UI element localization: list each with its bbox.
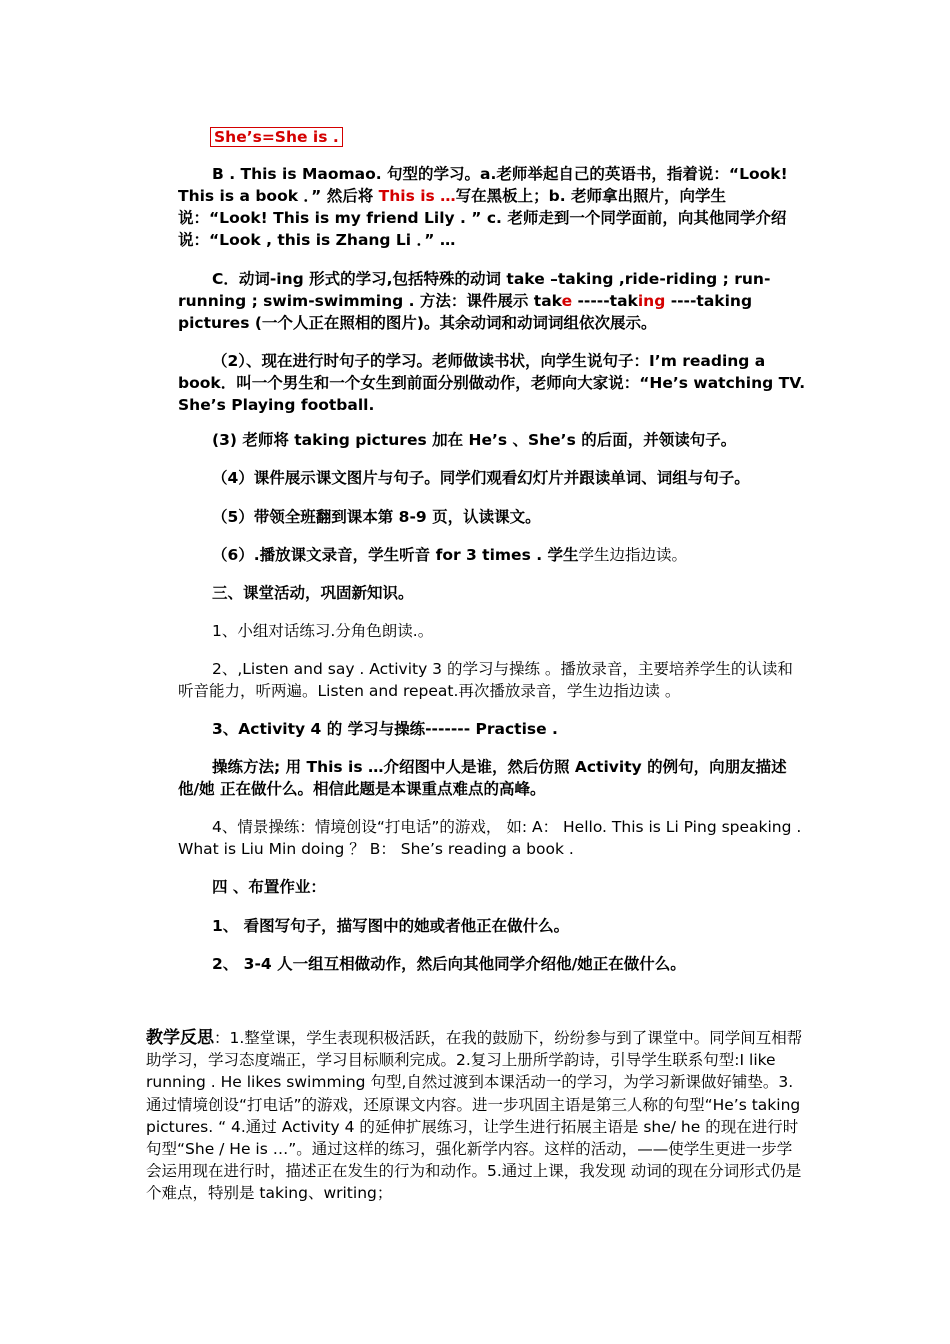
reflection-body: ：1.整堂课，学生表现积极活跃，在我的鼓励下，纷纷参与到了课堂中。同学间互相帮 助学习，学习态度端正，学习目标顺利完成。2.复习上册所学韵诗，引导学生联系句型:I like running . He likes swimming 句型,自然过渡到本课活动一的学习，为学习新课做好铺垫。3.通过情境创设“打电话”的游戏，还原课文内容。进一步巩固主语是第三人称的句型“He’s taking pictures. “ 4.通过 Activity 4 的延伸扩展练习，让学生进行拓展主语是 she/ he 的现在进行时句型“She / He is …”。通过这样的练习，强化新学内容。这样的活动，——使学生更进一步学会运用现在进行时，描述正在发生的行为和动作。5.通过上课，我发现 动词的现在分词形式仍是个难点，特别是 taking、writing；: [146, 1029, 803, 1203]
paragraph-step-2: （2）、现在进行时句子的学习。老师做读书状，向学生说句子：I’m reading a book．叫一个男生和一个女生到前面分别做动作，老师向大家说：“He’s watching TV. She’s Playing football.: [178, 352, 806, 414]
paragraph-step-5: （5）带领全班翻到课本第 8-9 页，认读课文。: [212, 508, 541, 526]
homework-1: 1、 看图写句子，描写图中的她或者他正在做什么。: [212, 917, 570, 935]
section-4-title: 四 、布置作业：: [212, 878, 326, 896]
c-section-text-3: ----taking pictures (一个人正在照相的图片)。其余动词和动词词组依次展示。: [178, 292, 753, 332]
paragraph-b-section: [178, 163, 806, 251]
activity-1: 1、小组对话练习.分角色朗读.。: [212, 622, 434, 640]
section-3-title: 三、课堂活动，巩固新知识。: [212, 584, 414, 602]
activity-3: 3、Activity 4 的 学习与操练------- Practise .: [212, 720, 558, 738]
homework-2: 2、 3-4 人一组互相做动作，然后向其他同学介绍他/她正在做什么。: [212, 955, 686, 973]
c-section-text-2: -----tak: [572, 292, 638, 310]
c-section-highlight-1: e: [561, 292, 573, 310]
activity-4: 4、情景操练：情境创设“打电话”的游戏， 如: A： Hello. This is Li Ping speaking . What is Liu Min doing ？ B： She’s reading a book .: [178, 818, 802, 858]
formula-note-line: [178, 126, 806, 148]
paragraph-step-3: (3) 老师将 taking pictures 加在 He’s 、She’s 的后面，并领读句子。: [212, 431, 737, 449]
activity-2: 2、,Listen and say . Activity 3 的学习与操练 。播放录音，主要培养学生的认读和听音能力，听两遍。Listen and repeat.再次播放录音，学生边指边读 。: [178, 660, 793, 700]
teaching-reflection: [146, 1027, 806, 1205]
paragraph-c-section: [178, 268, 806, 334]
c-section-text-1: C．动词-ing 形式的学习,包括特殊的动词 take –taking ,ride-riding ; run-running ; swim-swimming . 方法：课件展示 tak: [178, 270, 771, 310]
activity-3-method: 操练方法; 用 This is …介绍图中人是谁，然后仿照 Activity 的例句，向朋友描述他/她 正在做什么。相信此题是本课重点难点的高峰。: [178, 758, 787, 798]
reflection-heading: 教学反思: [146, 1028, 214, 1048]
step-6-normal: 学生边指边读。: [578, 546, 687, 564]
step-6-bold: （6）.播放课文录音，学生听音 for 3 times . 学生: [212, 546, 579, 564]
c-section-highlight-2: ing: [637, 292, 666, 310]
paragraph-step-4: （4）课件展示课文图片与句子。同学们观看幻灯片并跟读单词、词组与句子。: [212, 469, 750, 487]
paragraph-step-6: [178, 544, 806, 566]
formula-note-box: She’s=She is .: [210, 127, 343, 147]
b-section-text-1: B . This is Maomao. 句型的学习。a.老师举起自己的英语书，指着说：“Look! This is a book ．” 然后将: [178, 165, 788, 205]
b-section-highlight: This is …: [378, 187, 456, 205]
b-section-text-2: 写在黑板上；b. 老师拿出照片，向学生说：“Look! This is my friend Lily . ” c. 老师走到一个同学面前，向其他同学介绍说：“Look , this is Zhang Li ．” …: [178, 187, 787, 249]
